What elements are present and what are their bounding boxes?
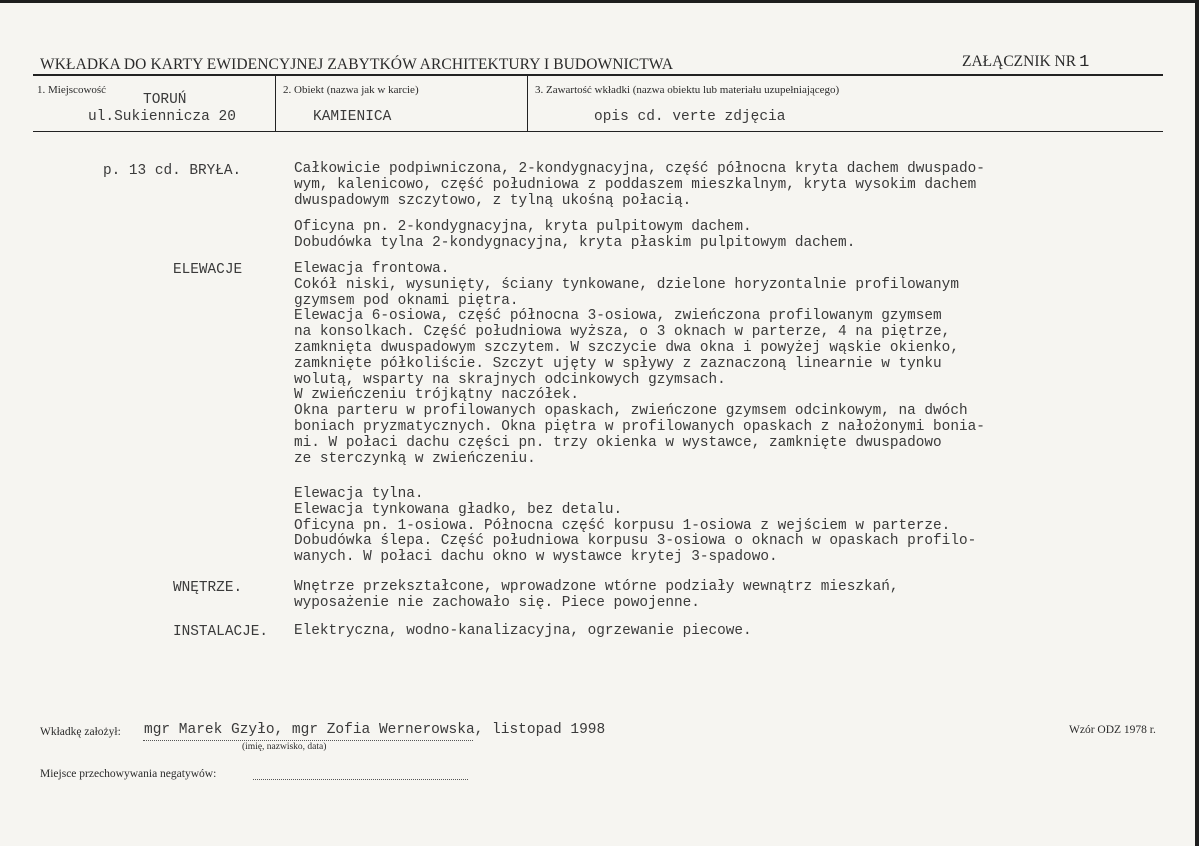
negatives-label: Miejsce przechowywania negatywów:	[40, 768, 217, 780]
text-line: zamknięte półkoliście. Szczyt ujęty w spływy z zaznaczoną linearnie w tynku	[294, 355, 942, 372]
text-line: ze sterczynką w zwieńczeniu.	[294, 450, 536, 467]
wnetrze-paragraph	[294, 580, 899, 612]
section-label-elewacje: ELEWACJE	[173, 262, 243, 278]
text-line: Elektryczna, wodno-kanalizacyjna, ogrzewanie piecowe.	[294, 623, 752, 639]
text-line: na konsolkach. Część południowa wyższa, o 3 oknach w parterze, 4 na piętrze,	[294, 324, 951, 341]
text-line: wolutą, wsparty na skrajnych odcinkowych gzymsach.	[294, 371, 726, 388]
annex-number: 1	[1079, 53, 1090, 72]
section-label-bryla: p. 13 cd. BRYŁA.	[103, 163, 242, 179]
elewacje-paragraph-1	[294, 262, 985, 467]
text-line: Dobudówka tylna 2-kondygnacyjna, kryta płaskim pulpitowym dachem.	[294, 234, 856, 251]
text-line: boniach pryzmatycznych. Okna piętra w profilowanych opaskach z nałożonymi bonia-	[294, 418, 985, 435]
section-label-instalacje: INSTALACJE.	[173, 624, 268, 640]
content-label: 3. Zawartość wkładki (nazwa obiektu lub materiału uzupełniającego)	[535, 84, 840, 96]
text-line: Elewacja tylna.	[294, 486, 424, 502]
text-line: Oficyna pn. 1-osiowa. Północna część korpusu 1-osiowa z wejściem w parterze.	[294, 517, 951, 534]
author-hint: (imię, nazwisko, data)	[242, 742, 327, 752]
locality-street: ul.Sukiennicza 20	[88, 109, 236, 125]
text-line: Okna parteru w profilowanych opaskach, zwieńczone gzymsem odcinkowym, na dwóch	[294, 403, 968, 420]
text-line: Cokół niski, wysunięty, ściany tynkowane, dzielone horyzontalnie profilowanym	[294, 276, 959, 293]
object-label: 2. Obiekt (nazwa jak w karcie)	[283, 84, 419, 96]
negatives-dotted-line	[253, 779, 468, 780]
scan-edge-right	[1195, 0, 1199, 846]
bryla-paragraph-1	[294, 162, 985, 209]
scan-edge-top	[0, 0, 1199, 3]
text-line: Dobudówka ślepa. Część południowa korpusu 3-osiowa o oknach w opaskach profilo-	[294, 533, 977, 550]
author-label: Wkładkę założył:	[40, 726, 121, 738]
text-line: dwuspadowym szczytowo, z tylną ukośną połacią.	[294, 192, 692, 209]
instalacje-paragraph	[294, 624, 752, 640]
bryla-paragraph-2	[294, 220, 855, 252]
text-line: mi. W połaci dachu części pn. trzy okienka w wystawce, zamknięte dwuspadowo	[294, 434, 942, 451]
author-value: mgr Marek Gzyło, mgr Zofia Wernerowska, listopad 1998	[144, 722, 606, 738]
text-line: Elewacja frontowa.	[294, 261, 450, 277]
annex-label: ZAŁĄCZNIK NR	[962, 53, 1077, 70]
header-divider-2	[527, 75, 528, 132]
text-line: zamknięta dwuspadowym szczytem. W szczycie dwa okna i powyżej wąskie okienko,	[294, 339, 959, 356]
text-line: wyposażenie nie zachowało się. Piece powojenne.	[294, 594, 700, 611]
text-line: Całkowicie podpiwniczona, 2-kondygnacyjna, część północna kryta dachem dwuspado-	[294, 161, 985, 177]
text-line: wym, kalenicowo, część południowa z poddaszem mieszkalnym, kryta wysokim dachem	[294, 176, 977, 193]
text-line: Elewacja 6-osiowa, część północna 3-osiowa, zwieńczona profilowanym gzymsem	[294, 308, 942, 325]
section-label-wnetrze: WNĘTRZE.	[173, 580, 243, 596]
header-bottom-rule	[33, 131, 1163, 132]
form-title: WKŁADKA DO KARTY EWIDENCYJNEJ ZABYTKÓW ARCHITEKTURY I BUDOWNICTWA	[40, 56, 674, 73]
elewacje-paragraph-2	[294, 487, 976, 566]
locality-label: 1. Miejscowość	[37, 84, 107, 96]
form-code: Wzór ODZ 1978 r.	[1069, 724, 1156, 736]
annex-label-group	[962, 53, 1089, 72]
header-top-rule	[33, 74, 1163, 76]
header-divider-1	[275, 75, 276, 132]
text-line: Wnętrze przekształcone, wprowadzone wtórne podziały wewnątrz mieszkań,	[294, 579, 899, 595]
object-value: KAMIENICA	[313, 109, 392, 125]
locality-city: TORUŃ	[143, 92, 187, 108]
text-line: W zwieńczeniu trójkątny naczółek.	[294, 387, 579, 404]
text-line: gzymsem pod oknami piętra.	[294, 292, 519, 309]
content-value: opis cd. verte zdjęcia	[594, 109, 786, 125]
text-line: Elewacja tynkowana gładko, bez detalu.	[294, 501, 623, 518]
author-dotted-line	[143, 740, 473, 741]
text-line: wanych. W połaci dachu okno w wystawce krytej 3-spadowo.	[294, 549, 778, 566]
text-line: Oficyna pn. 2-kondygnacyjna, kryta pulpitowym dachem.	[294, 219, 752, 235]
